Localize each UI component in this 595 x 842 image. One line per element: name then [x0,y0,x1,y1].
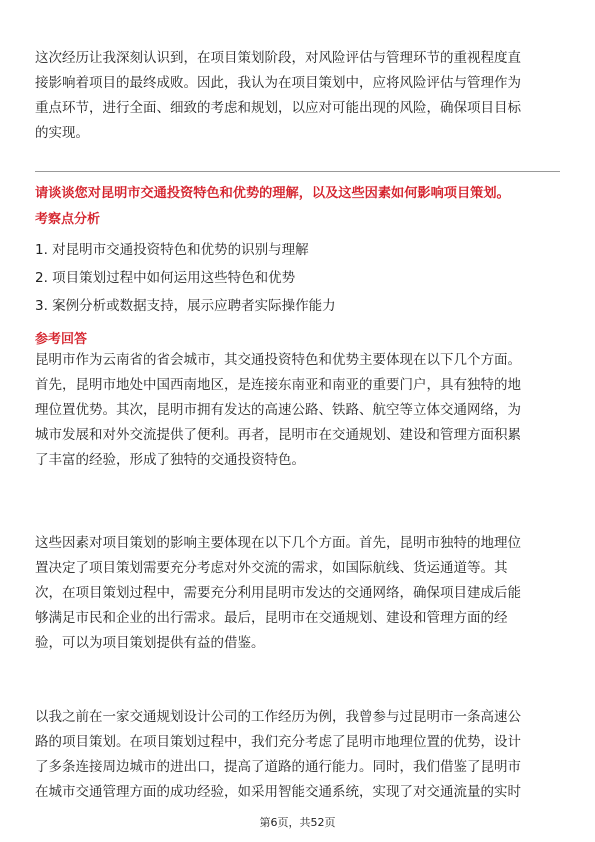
text-line: 理位置优势。其次，昆明市拥有发达的高速公路、铁路、航空等立体交通网络，为 [35,402,521,418]
text-line: 在城市交通管理方面的成功经验，如采用智能交通系统，实现了对交通流量的实时 [35,784,521,800]
section-divider [35,171,560,172]
list-item: 2. 项目策划过程中如何运用这些特色和优势 [35,270,296,286]
question-title: 请谈谈您对昆明市交通投资特色和优势的理解，以及这些因素如何影响项目策划。 [35,186,510,201]
text-line: 的实现。 [35,125,89,141]
text-line: 城市发展和对外交流提供了便利。再者，昆明市在交通规划、建设和管理方面积累 [35,427,521,443]
text-line: 首先，昆明市地处中国西南地区，是连接东南亚和南亚的重要门户，具有独特的地 [35,377,521,393]
analysis-heading: 考察点分析 [35,212,101,227]
answer-paragraph-2 [35,531,560,656]
intro-paragraph [35,46,560,146]
text-line: 昆明市作为云南省的省会城市，其交通投资特色和优势主要体现在以下几个方面。 [35,352,521,368]
answer-heading: 参考回答 [35,332,88,347]
text-line: 置决定了项目策划需要充分考虑对外交流的需求，如国际航线、货运通道等。其 [35,560,508,576]
text-line: 接影响着项目的最终成败。因此，我认为在项目策划中，应将风险评估与管理作为 [35,75,521,91]
analysis-list [35,236,560,320]
answer-paragraph-3 [35,705,560,805]
text-line: 这次经历让我深刻认识到，在项目策划阶段，对风险评估与管理环节的重视程度直 [35,50,521,66]
text-line: 以我之前在一家交通规划设计公司的工作经历为例，我曾参与过昆明市一条高速公 [35,709,521,725]
text-line: 次，在项目策划过程中，需要充分利用昆明市发达的交通网络，确保项目建成后能 [35,585,521,601]
text-line: 路的项目策划。在项目策划过程中，我们充分考虑了昆明市地理位置的优势，设计 [35,734,521,750]
text-line: 这些因素对项目策划的影响主要体现在以下几个方面。首先，昆明市独特的地理位 [35,535,521,551]
text-line: 够满足市民和企业的出行需求。最后，昆明市在交通规划、建设和管理方面的经 [35,610,508,626]
text-line: 验，可以为项目策划提供有益的借鉴。 [35,635,265,651]
list-item: 3. 案例分析或数据支持，展示应聘者实际操作能力 [35,298,336,314]
text-line: 重点环节，进行全面、细致的考虑和规划，以应对可能出现的风险，确保项目目标 [35,100,521,116]
list-item: 1. 对昆明市交通投资特色和优势的识别与理解 [35,242,309,258]
page-number: 第6页，共52页 [259,816,336,829]
text-line: 了丰富的经验，形成了独特的交通投资特色。 [35,452,305,468]
answer-paragraph-1 [35,348,560,473]
text-line: 了多条连接周边城市的进出口，提高了道路的通行能力。同时，我们借鉴了昆明市 [35,759,521,775]
